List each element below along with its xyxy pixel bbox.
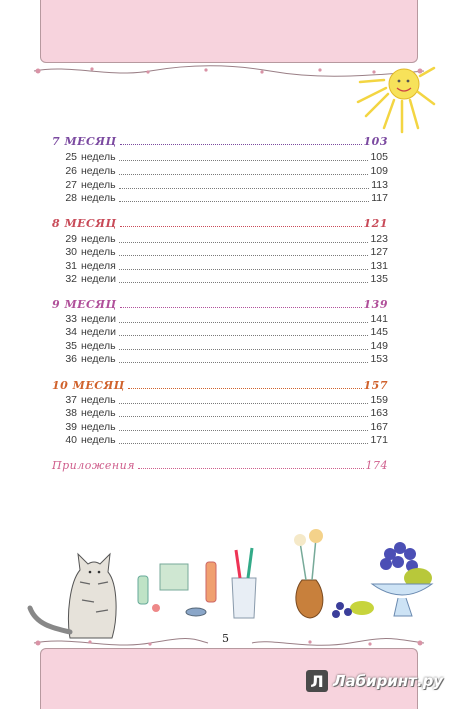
month-title: 7 МЕСЯЦ [52, 135, 117, 148]
dot-leader [138, 468, 364, 469]
toc-week-row[interactable] [52, 340, 388, 353]
toc-month-7[interactable] [52, 135, 388, 148]
dot-leader [120, 144, 362, 145]
toothbrush-cup-icon [232, 548, 256, 618]
week-page: 105 [370, 151, 388, 163]
dot-leader [120, 307, 362, 308]
toc-week-row[interactable] [52, 313, 388, 326]
week-word: недели [81, 313, 117, 325]
week-word: недель [81, 421, 116, 433]
toc-month-10[interactable] [52, 379, 388, 392]
dot-leader [119, 201, 370, 202]
week-number: 30 [65, 246, 77, 258]
dot-leader [119, 349, 369, 350]
toc-week-row[interactable] [52, 273, 388, 286]
week-number: 25 [65, 151, 77, 163]
toc-week-row[interactable] [52, 233, 388, 246]
week-page: 167 [370, 421, 388, 433]
toc-week-row[interactable] [52, 421, 388, 434]
week-number: 33 [65, 313, 77, 325]
dot-leader [119, 174, 369, 175]
week-word: недель [81, 165, 116, 177]
week-word: недели [81, 326, 117, 338]
dot-leader [119, 322, 368, 323]
week-number: 28 [65, 192, 77, 204]
toc-week-row[interactable] [52, 246, 388, 259]
bottle-icon [138, 562, 216, 616]
month-title: 9 МЕСЯЦ [52, 298, 117, 311]
month-page: 103 [363, 135, 388, 148]
toc-week-row[interactable] [52, 434, 388, 447]
toc-week-row[interactable] [52, 260, 388, 273]
page-number: 5 [222, 632, 229, 645]
week-word: неделя [81, 260, 116, 272]
week-number: 34 [65, 326, 77, 338]
week-page: 113 [371, 179, 388, 191]
week-word: недель [81, 233, 116, 245]
dot-leader [119, 335, 368, 336]
dot-leader [119, 416, 369, 417]
week-word: недель [81, 407, 116, 419]
week-number: 32 [65, 273, 77, 285]
week-page: 123 [370, 233, 388, 245]
header-panel [40, 0, 418, 63]
week-word: недели [81, 273, 117, 285]
cat-icon [30, 554, 116, 638]
week-page: 149 [370, 340, 388, 352]
toc-month-9[interactable] [52, 298, 388, 311]
toc-week-row[interactable] [52, 179, 388, 192]
week-number: 38 [65, 407, 77, 419]
watermark-text: Лабиринт.ру [333, 672, 444, 690]
dot-leader [119, 443, 369, 444]
toc-week-row[interactable] [52, 151, 388, 164]
week-number: 36 [65, 353, 77, 365]
toc-month-8[interactable] [52, 217, 388, 230]
flower-vase-icon [294, 529, 323, 618]
toc-week-row[interactable] [52, 326, 388, 339]
week-page: 131 [370, 260, 388, 272]
week-word: недель [81, 353, 116, 365]
week-page: 109 [370, 165, 388, 177]
dot-leader [119, 188, 370, 189]
week-word: недель [81, 434, 116, 446]
watermark [306, 668, 443, 694]
week-page: 153 [370, 353, 388, 365]
week-word: недель [81, 151, 116, 163]
week-number: 26 [65, 165, 77, 177]
dot-leader [119, 430, 369, 431]
month-title: 10 МЕСЯЦ [52, 379, 125, 392]
sun-icon [346, 58, 436, 138]
week-number: 27 [65, 179, 77, 191]
week-word: недель [81, 192, 116, 204]
week-page: 159 [370, 394, 388, 406]
toc-week-row[interactable] [52, 192, 388, 205]
week-number: 29 [65, 233, 77, 245]
dot-leader [119, 282, 368, 283]
dot-leader [119, 242, 369, 243]
week-number: 31 [65, 260, 77, 272]
month-page: 139 [363, 298, 388, 311]
dot-leader [119, 160, 369, 161]
dot-leader [120, 226, 362, 227]
toc-week-row[interactable] [52, 353, 388, 366]
week-word: недель [81, 246, 116, 258]
illustration-strip [0, 520, 451, 648]
appendix-page: 174 [365, 459, 388, 472]
week-number: 39 [65, 421, 77, 433]
week-number: 37 [65, 394, 77, 406]
week-page: 171 [370, 434, 388, 446]
week-page: 163 [370, 407, 388, 419]
dot-leader [128, 388, 362, 389]
week-page: 117 [371, 192, 388, 204]
toc-week-row[interactable] [52, 394, 388, 407]
month-page: 157 [363, 379, 388, 392]
toc-appendix[interactable] [52, 459, 388, 472]
dot-leader [119, 362, 369, 363]
watermark-badge: Л [306, 670, 328, 692]
month-title: 8 МЕСЯЦ [52, 217, 117, 230]
week-page: 135 [370, 273, 388, 285]
week-number: 40 [65, 434, 77, 446]
fruit-bowl-icon [332, 542, 432, 618]
week-page: 127 [370, 246, 388, 258]
toc-week-row[interactable] [52, 407, 388, 420]
week-word: недель [81, 340, 116, 352]
month-page: 121 [363, 217, 388, 230]
toc-week-row[interactable] [52, 165, 388, 178]
week-word: недель [81, 394, 116, 406]
week-page: 145 [370, 326, 388, 338]
week-word: недель [81, 179, 116, 191]
dot-leader [119, 269, 369, 270]
week-number: 35 [65, 340, 77, 352]
dot-leader [119, 403, 369, 404]
dot-leader [119, 255, 369, 256]
week-page: 141 [370, 313, 388, 325]
appendix-title: Приложения [52, 459, 135, 472]
